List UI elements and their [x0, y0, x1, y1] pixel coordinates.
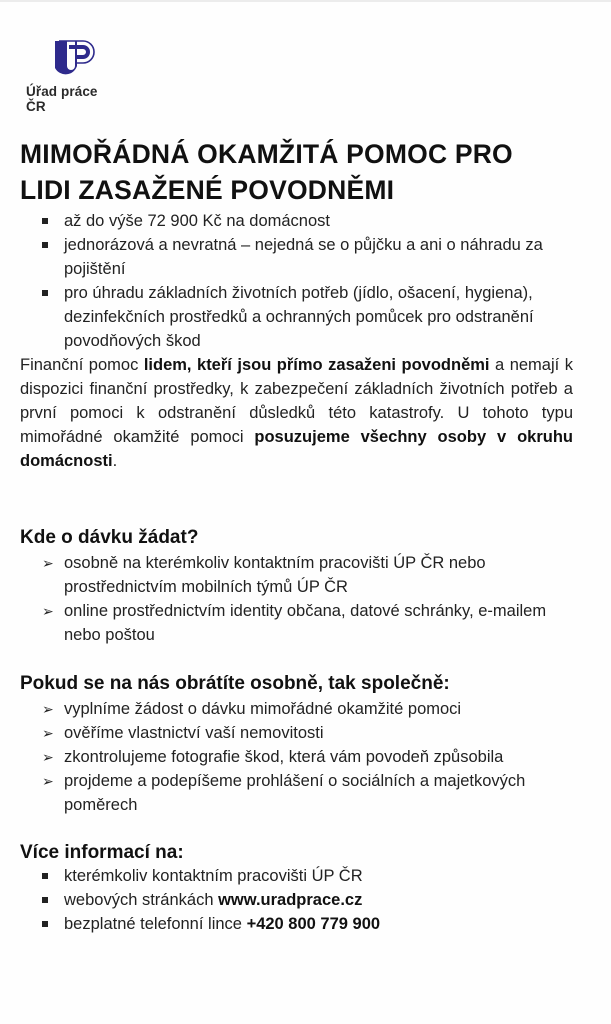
square-bullet-icon: [42, 242, 48, 248]
top-divider: [0, 0, 611, 2]
list-item: [42, 233, 562, 281]
arrow-bullet-icon: ➢: [42, 749, 54, 765]
list-item-text: jednorázová a nevratná – nejedná se o půjčku a ani o náhradu za pojištění: [64, 236, 543, 278]
more-info-list: [42, 864, 582, 936]
square-bullet-icon: [42, 897, 48, 903]
arrow-bullet-icon: ➢: [42, 555, 54, 571]
personal-heading: Pokud se na nás obrátíte osobně, tak společně:: [20, 673, 450, 694]
title-line-1: MIMOŘÁDNÁ OKAMŽITÁ POMOC PRO: [20, 139, 513, 169]
square-bullet-icon: [42, 921, 48, 927]
where-list: [42, 551, 582, 647]
more-info-heading: Více informací na:: [20, 842, 184, 863]
list-item-text: online prostřednictvím identity občana, datové schránky, e-mailem nebo poštou: [64, 602, 547, 644]
list-item: [42, 551, 582, 599]
list-item-text: webových stránkách: [64, 891, 219, 909]
list-item: [42, 281, 562, 353]
website-link[interactable]: www.uradprace.cz: [218, 891, 363, 909]
paragraph-emphasis: lidem, kteří jsou přímo zasaženi povodněmi: [143, 356, 490, 374]
list-item: [42, 209, 562, 233]
highlights-list: [42, 209, 562, 353]
list-item: [42, 912, 582, 936]
list-item: [42, 721, 582, 745]
list-item: [42, 745, 582, 769]
logo: [26, 38, 116, 114]
title-line-2: LIDI ZASAŽENÉ POVODNĚMI: [20, 175, 395, 205]
list-item-text: ověříme vlastnictví vaší nemovitosti: [64, 724, 324, 742]
phone-number[interactable]: +420 800 779 900: [246, 915, 381, 933]
square-bullet-icon: [42, 218, 48, 224]
list-item: [42, 697, 582, 721]
logo-text: Úřad práce ČR: [26, 84, 98, 114]
square-bullet-icon: [42, 873, 48, 879]
list-item-text: bezplatné telefonní lince: [64, 915, 247, 933]
personal-list: [42, 697, 582, 817]
list-item: [42, 888, 582, 912]
list-item-text: kterémkoliv kontaktním pracovišti ÚP ČR: [64, 867, 363, 885]
paragraph-text: a nemají k dispozici finanční prostředky, k zabezpečení základních životních potřeb a první pomoci k odstranění důsledků této katastrofy. U tohoto typu mimořádné okamžité pomoci: [20, 356, 573, 446]
list-item-text: pro úhradu základních životních potřeb (jídlo, ošacení, hygiena), dezinfekčních prostředků a ochranných pomůcek pro odstranění povodňových škod: [64, 284, 534, 350]
list-item-text: osobně na kterémkoliv kontaktním pracovišti ÚP ČR nebo prostřednictvím mobilních týmů ÚP ČR: [64, 554, 486, 596]
arrow-bullet-icon: ➢: [42, 701, 54, 717]
where-heading: Kde o dávku žádat?: [20, 527, 199, 548]
list-item-text: zkontrolujeme fotografie škod, která vám povodeň způsobila: [64, 748, 504, 766]
list-item: [42, 769, 534, 817]
list-item: [42, 864, 582, 888]
list-item-text: vyplníme žádost o dávku mimořádné okamžité pomoci: [64, 700, 462, 718]
paragraph-emphasis: posuzujeme všechny osoby v okruhu domácnosti: [20, 428, 573, 470]
description-paragraph: [20, 353, 573, 473]
list-item: [42, 599, 582, 647]
square-bullet-icon: [42, 290, 48, 296]
up-cr-logo-icon: [53, 38, 97, 82]
arrow-bullet-icon: ➢: [42, 773, 54, 789]
list-item-text: projdeme a podepíšeme prohlášení o sociálních a majetkových poměrech: [64, 772, 526, 814]
list-item-text: až do výše 72 900 Kč na domácnost: [64, 212, 330, 230]
page-title: [20, 136, 600, 208]
paragraph-text: .: [112, 452, 118, 470]
arrow-bullet-icon: ➢: [42, 725, 54, 741]
arrow-bullet-icon: ➢: [42, 603, 54, 619]
paragraph-text: Finanční pomoc: [20, 356, 144, 374]
